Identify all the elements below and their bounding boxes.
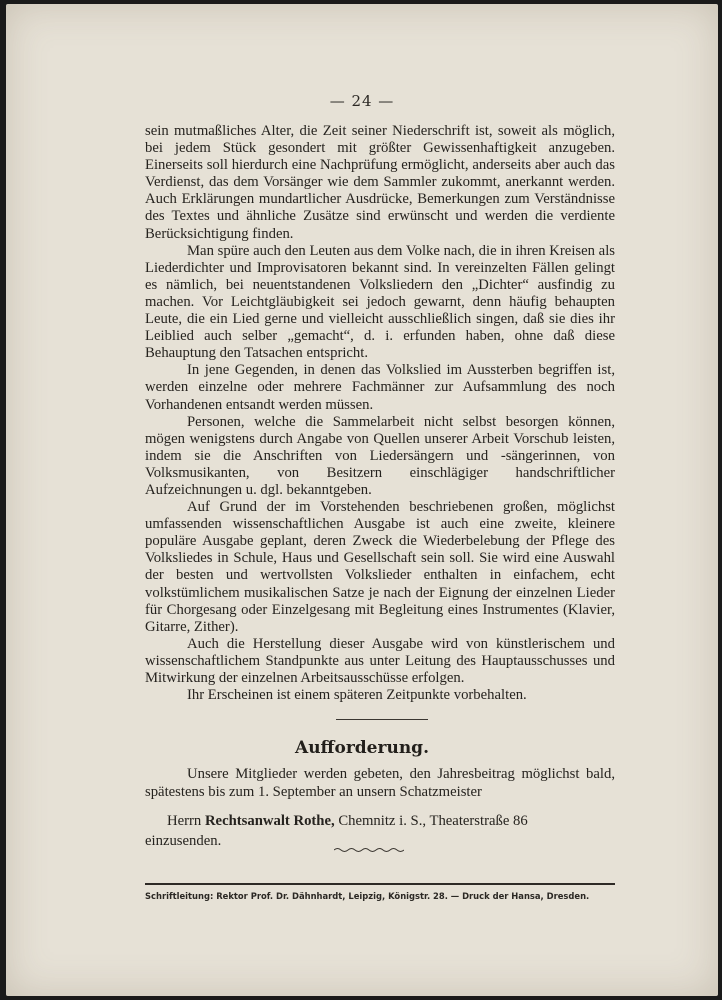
notice-heading: Aufforderung. xyxy=(295,738,429,758)
address-prefix: Herrn xyxy=(167,813,202,829)
ornamental-squiggle xyxy=(334,846,404,854)
address-location: Chemnitz i. S., Theaterstraße 86 xyxy=(338,813,528,829)
paragraph-6: Auch die Herstellung dieser Ausgabe wird von künstlerischem und wissenschaftlichem Standpunkte aus unter Leitung des Hauptausschusses und Mitwirkung der einzelnen Arbeitsausschüsse erfolgen. xyxy=(145,635,615,686)
treasurer-name: Rechtsanwalt Rothe, xyxy=(204,813,335,829)
paragraph-5: Auf Grund der im Vorstehenden beschriebenen großen, möglichst umfassenden wissenschaftlichen Ausgabe ist auch eine zweite, kleinere populäre Ausgabe geplant, deren Zweck die Wiederbelebung der Pflege des Volksliedes in Schule, Haus und Gesellschaft sein soll. Sie wird eine Auswahl der besten und wertvollsten Volkslieder enthalten in einfachem, echt volkstümlichem musikalischen Satze je nach der Eignung der einzelnen Lieder für Chorgesang oder Einzelgesang mit Begleitung eines Instrumentes (Klavier, Gitarre, Zither). xyxy=(145,499,615,635)
paragraph-3: In jene Gegenden, in denen das Volkslied im Aussterben begriffen ist, werden einzelne oder mehrere Fachmänner zur Aufsammlung des noch Vorhandenen entsandt werden müssen. xyxy=(145,362,615,413)
section-divider xyxy=(336,719,428,720)
document-page xyxy=(6,4,718,996)
footer-rule xyxy=(145,883,615,885)
imprint-footer: Schriftleitung: Rektor Prof. Dr. Dähnhardt, Leipzig, Königstr. 28. — Druck der Hansa, Dresden. xyxy=(145,891,590,901)
paragraph-1: sein mutmaßliches Alter, die Zeit seiner Niederschrift ist, soweit als möglich, bei jedem Stück gesondert mit größter Gewissenhaftigkeit anzugeben. Einerseits soll hierdurch eine Nachprüfung ermöglicht, anderseits aber auch das Verdienst, das dem Vorsänger wie dem Sammler zukommt, anerkannt werden. Auch Erklärungen mundartlicher Ausdrücke, Bemerkungen zum Verständnisse des Textes und ähnliche Zusätze sind erwünscht und werden die verdiente Berücksichtigung finden. xyxy=(145,123,615,242)
notice-closing: einzusenden. xyxy=(145,832,222,849)
page-number: — 24 — xyxy=(329,92,395,110)
notice-paragraph: Unsere Mitglieder werden gebeten, den Jahresbeitrag möglichst bald, spätestens bis zum 1. September an unsern Schatzmeister xyxy=(145,766,615,800)
notice-text xyxy=(145,766,615,850)
notice-address xyxy=(145,813,615,831)
body-text xyxy=(145,123,615,704)
paragraph-4: Personen, welche die Sammelarbeit nicht selbst besorgen können, mögen wenigstens durch Angabe von Quellen unserer Arbeit Vorschub leisten, indem sie die Anschriften von Liedersängern und -sängerinnen, von Volksmusikanten, von Besitzern einschlägiger handschriftlicher Aufzeichnungen u. dgl. bekanntgeben. xyxy=(145,413,615,498)
paragraph-7: Ihr Erscheinen ist einem späteren Zeitpunkte vorbehalten. xyxy=(187,687,527,704)
paragraph-2: Man spüre auch den Leuten aus dem Volke nach, die in ihren Kreisen als Liederdichter und Improvisatoren bekannt sind. In vereinzelten Fällen gelingt es nämlich, bei neuentstandenen Volksliedern den „Dichter“ ausfindig zu machen. Vor Leichtgläubigkeit sei jedoch gewarnt, denn häufig behaupten Leute, die ein Lied gerne und vielleicht ausschließlich singen, daß sie dies ihr Leiblied auch selber „gemacht“, d. i. erfunden haben, ohne daß diese Behauptung den Tatsachen entspricht. xyxy=(145,242,615,362)
